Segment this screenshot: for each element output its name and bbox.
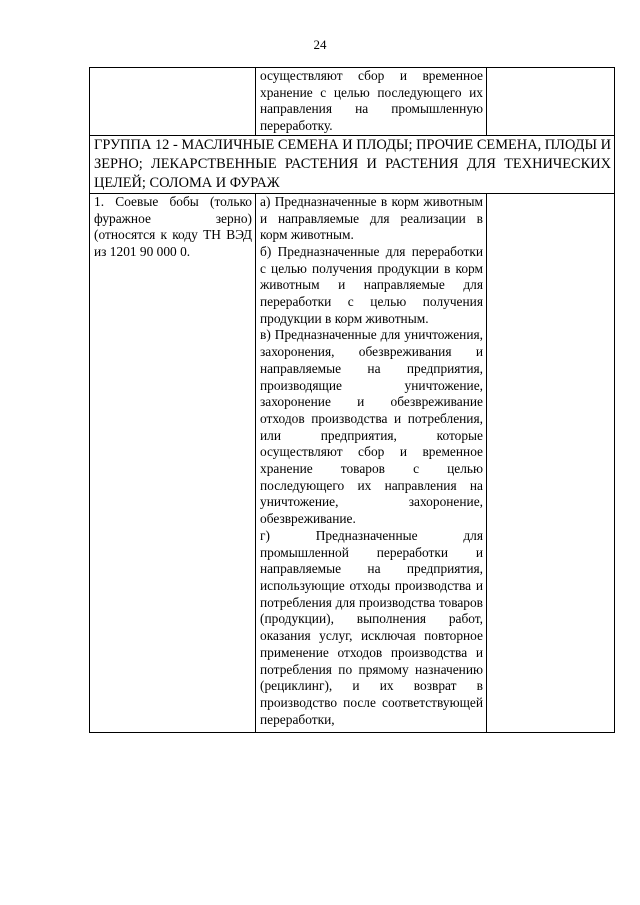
cell-purposes: [256, 193, 487, 733]
cell-product: [90, 193, 256, 733]
table-row-group-header: [90, 135, 615, 193]
product-description: 1. Соевые бобы (только фуражное зерно) (относятся к коду ТН ВЭД из 1201 90 000 0.: [94, 193, 252, 259]
purpose-c: в) Предназначенные для уничтожения, захоронения, обезвреживания и направляемые на предприятия, производящие уничтожение, захоронение и обезвреживание отходов производства и потребления, или предприятия, которые осуществляют сбор и временное хранение товаров с целью последующего их направления на уничтожение, захоронение, обезвреживание.: [260, 327, 483, 527]
purpose-b: б) Предназначенные для переработки с целью получения продукции в корм животным и направляемые для переработки с целью получения продукции в корм животным.: [260, 243, 483, 326]
cell-continued-text: [256, 68, 487, 136]
purpose-d: г) Предназначенные для промышленной переработки и направляемые на предприятия, использующие отходы производства и потребления для производства товаров (продукции), выполнения работ, оказания услуг, исключая повторное применение отходов производства и потребления по прямому назначению (рециклинг), и их возврат в производство после соответствующей переработки,: [260, 527, 483, 727]
continued-text: осуществляют сбор и временное хранение с целью последующего их направления на промышленную переработку.: [260, 68, 483, 134]
page-number: 24: [313, 37, 327, 52]
table-row-continued: [90, 68, 615, 136]
cell-empty-1: [90, 68, 256, 136]
group-title: ГРУППА 12 - МАСЛИЧНЫЕ СЕМЕНА И ПЛОДЫ; ПРОЧИЕ СЕМЕНА, ПЛОДЫ И ЗЕРНО; ЛЕКАРСТВЕННЫЕ РАСТЕНИЯ И РАСТЕНИЯ ДЛЯ ТЕХНИЧЕСКИХ ЦЕЛЕЙ; СОЛОМА И ФУРАЖ: [90, 135, 615, 193]
table-row-item: [90, 193, 615, 733]
cell-empty-item-3: [487, 193, 615, 733]
purpose-a: а) Предназначенные в корм животным и направляемые для реализации в корм животным.: [260, 193, 483, 243]
cell-empty-3: [487, 68, 615, 136]
regulation-table: [89, 67, 615, 733]
